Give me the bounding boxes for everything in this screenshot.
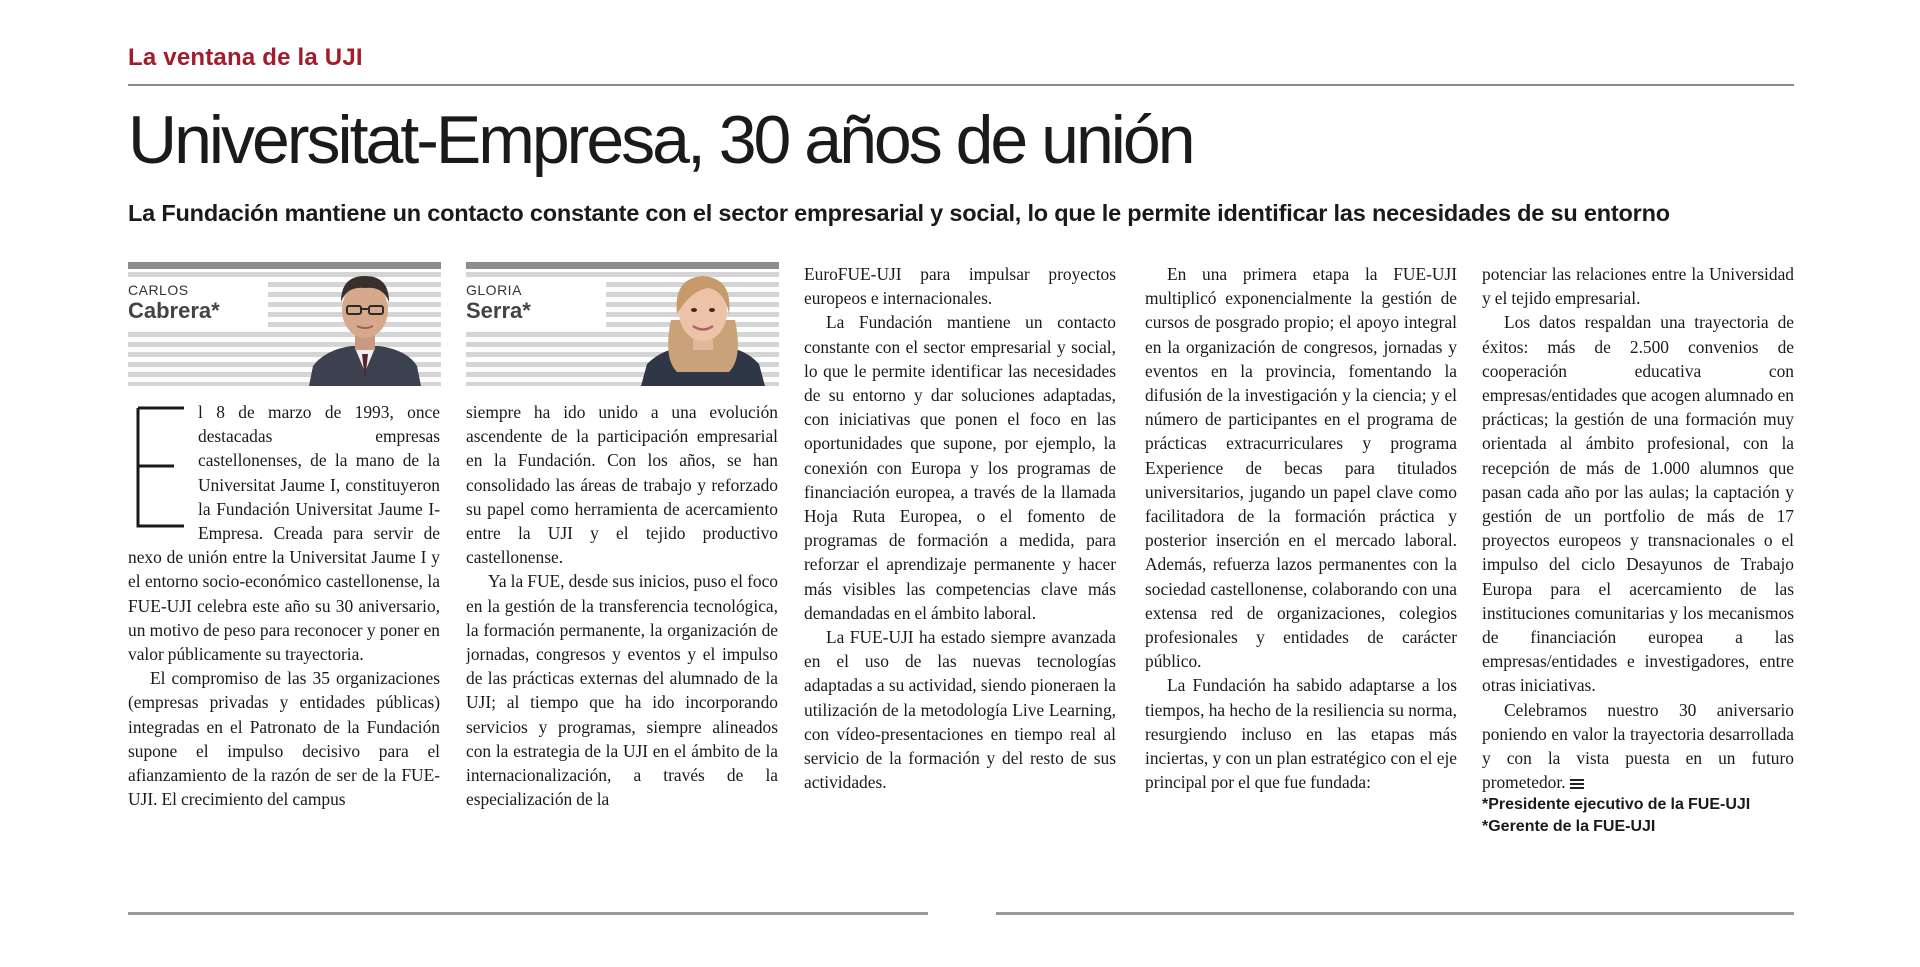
paragraph: siempre ha ido unido a una evolución ascendente de la participación empresarial en la Fundación. Con los años, se han consolidado las áreas de trabajo y reforzado su papel como herramienta de acercamiento entre la UJI y el tejido productivo castellonense. xyxy=(466,402,778,568)
paragraph: En una primera etapa la FUE-UJI multiplicó exponencialmente la gestión de cursos de posgrado propio; el apoyo integral en la organización de congresos, jornadas y eventos en la provincia, fomentando la difusión de la investigación y la ciencia; y el número de participantes en el programa de prácticas extracurriculares y programa Experience de becas para titulados universitarios, jugando un papel clave como facilitadora de la formación práctica y posterior inserción en el mercado laboral. Además, refuerza lazos permanentes con la sociedad castellonense, colaborando con una extensa red de organizaciones, colegios profesionales y entidades de carácter público. xyxy=(1145,264,1457,672)
author-photo xyxy=(627,262,779,386)
section-label: La ventana de la UJI xyxy=(128,44,363,71)
end-mark-icon xyxy=(1570,779,1584,789)
bottom-divider-right xyxy=(996,912,1794,915)
paragraph: La Fundación mantiene un contacto constante con el sector empresarial y social, lo que le permite identificar las necesidades de su entorno y dar soluciones adaptadas, con iniciativas que ponen el foco en las oportunidades que supone, por ejemplo, la conexión con Europa y los programas de financiación europea, a través de la llamada Hoja Ruta Europea, o el fomento de programas de formación a medida, para reforzar el aprendizaje permanente y hacer más visibles las competencias clave más demandadas en el ámbito laboral. xyxy=(804,312,1116,623)
article-column-4 xyxy=(1145,262,1457,890)
footnote-1: *Presidente ejecutivo de la FUE-UJI xyxy=(1482,796,1751,814)
headline: Universitat-Empresa, 30 años de unión xyxy=(128,102,1193,178)
paragraph: El compromiso de las 35 organizaciones (empresas privadas y entidades públicas) integradas en el Patronato de la Fundación supone el impulso decisivo para el afianzamiento de la razón de ser de la FUE-UJI. El crecimiento del campus xyxy=(128,668,440,810)
subheadline: La Fundación mantiene un contacto constante con el sector empresarial y social, lo que le permite identificar las necesidades de su entorno xyxy=(128,200,1670,226)
top-divider xyxy=(128,84,1794,86)
paragraph: potenciar las relaciones entre la Universidad y el tejido empresarial. xyxy=(1482,264,1794,309)
author-first-name: CARLOS xyxy=(128,282,189,298)
author-last-name: Serra* xyxy=(466,298,531,323)
author-byline-2 xyxy=(466,262,779,386)
author-last-name: Cabrera* xyxy=(128,298,220,323)
article-column-1 xyxy=(128,400,440,890)
bottom-divider-left xyxy=(128,912,928,915)
closing-paragraph xyxy=(1482,698,1794,795)
paragraph: La Fundación ha sabido adaptarse a los tiempos, ha hecho de la resiliencia su norma, resurgiendo incluso en las etapas más inciertas, y con un plan estratégico con el eje principal por el que fue fundada: xyxy=(1145,675,1457,793)
paragraph-text: Celebramos nuestro 30 aniversario poniendo en valor la trayectoria desarrollada y con la vista puesta en un futuro prometedor. xyxy=(1482,699,1794,793)
footnote-2: *Gerente de la FUE-UJI xyxy=(1482,818,1656,836)
drop-cap-letter-e xyxy=(134,406,188,528)
article-column-3 xyxy=(804,262,1116,890)
article-column-5 xyxy=(1482,262,1794,890)
paragraph: Ya la FUE, desde sus inicios, puso el foco en la gestión de la transferencia tecnológica, la formación permanente, la organización de jornadas, congresos y eventos y el impulso de las prácticas externas del alumnado de la UJI; al tiempo que ha ido incorporando servicios y programas, siempre alineados con la estrategia de la UJI en el ámbito de la internacionalización, a través de la especialización de la xyxy=(466,571,778,810)
paragraph: La FUE-UJI ha estado siempre avanzada en el uso de las nuevas tecnologías adaptadas a su actividad, siendo pioneraen la utilización de la metodología Live Learning, con vídeo-presentaciones en tiempo real al servicio de la formación y del resto de sus actividades. xyxy=(804,627,1116,793)
paragraph: l 8 de marzo de 1993, once destacadas empresas castellonenses, de la mano de la Universitat Jaume I, constituyeron la Fundación Universitat Jaume I-Empresa. Creada para servir de nexo de unión entre la Universitat Jaume I y el entorno socio-económico castellonense, la FUE-UJI celebra este año su 30 aniversario, un motivo de peso para reconocer y poner en valor públicamente su trayectoria. xyxy=(128,402,440,665)
article-column-2 xyxy=(466,400,778,890)
paragraph: Los datos respaldan una trayectoria de éxitos: más de 2.500 convenios de cooperación educativa con empresas/entidades que acogen alumnado en prácticas; la gestión de una formación muy orientada al ámbito profesional, con la recepción de más de 1.000 alumnos que pasan cada año por las aulas; la captación y gestión de un portfolio de más de 17 proyectos europeos y transnacionales o el impulso del ciclo Desayunos de Trabajo Europa para el acercamiento de las instituciones comunitarias y los mecanismos de financiación europea a las empresas/entidades e investigadores, entre otras iniciativas. xyxy=(1482,312,1794,696)
author-photo xyxy=(289,262,441,386)
author-byline-1 xyxy=(128,262,441,386)
author-first-name: GLORIA xyxy=(466,282,522,298)
paragraph: EuroFUE-UJI para impulsar proyectos europeos e internacionales. xyxy=(804,264,1116,309)
